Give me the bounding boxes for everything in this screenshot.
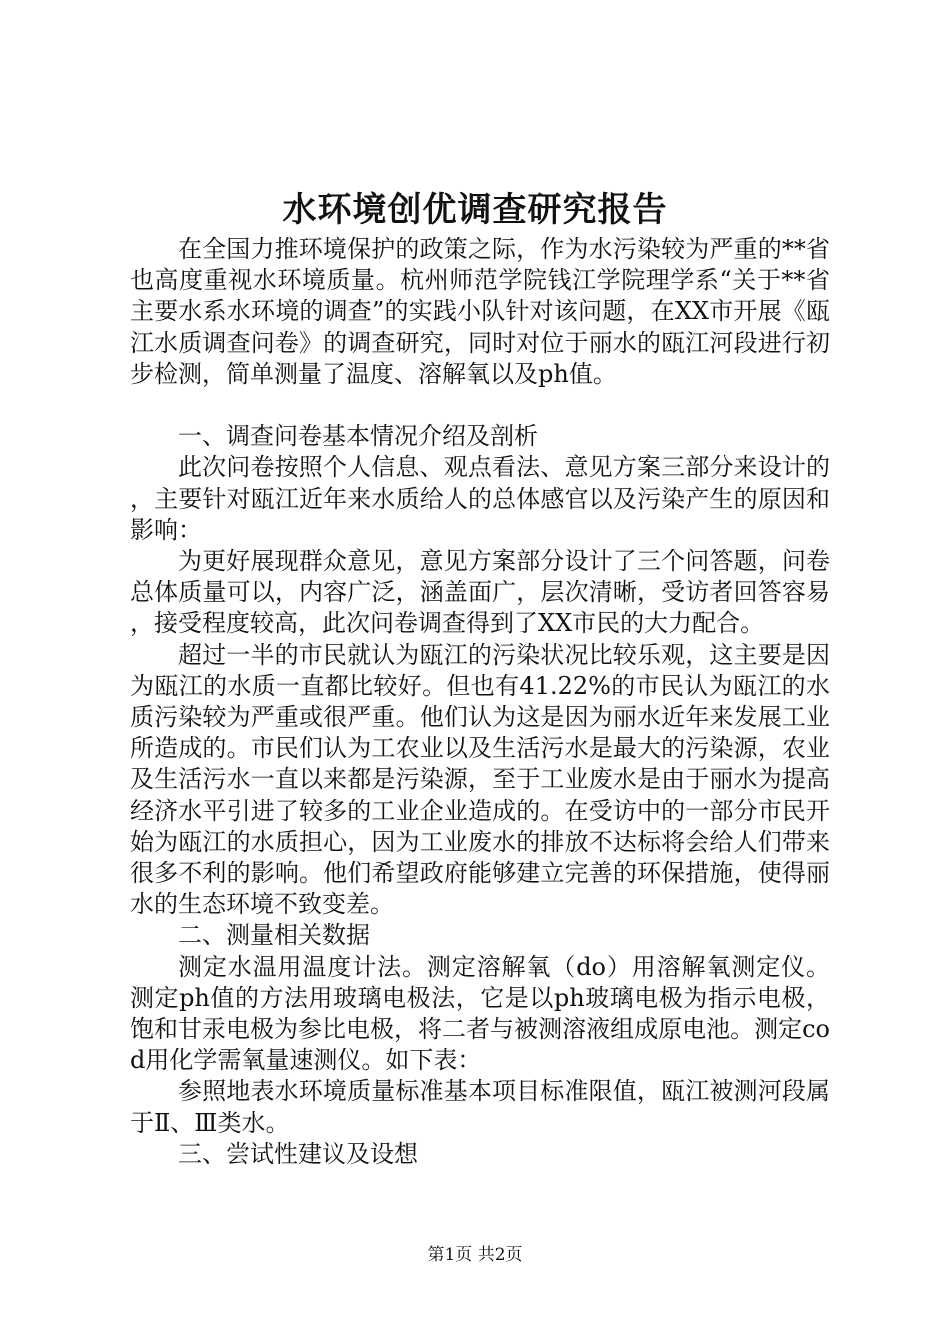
intro-paragraph: 在全国力推环境保护的政策之际，作为水污染较为严重的**省也高度重视水环境质量。杭州师范学院钱江学院理学系“关于**省主要水系水环境的调查”的实践小队针对该问题，在XX市开展《瓯江水质调查问卷》的调查研究，同时对位于丽水的瓯江河段进行初步检测，简单测量了温度、溶解氧以及ph值。 <box>130 235 830 388</box>
body-paragraph: 参照地表水环境质量标准基本项目标准限值，瓯江被测河段属于Ⅱ、Ⅲ类水。 <box>130 1077 830 1137</box>
section-heading-2: 二、测量相关数据 <box>178 921 370 950</box>
document-title: 水环境创优调查研究报告 <box>282 190 668 230</box>
body-paragraph: 超过一半的市民就认为瓯江的污染状况比较乐观，这主要是因为瓯江的水质一直都比较好。但也有41.22%的市民认为瓯江的水质污染较为严重或很严重。他们认为这是因为丽水近年来发展工业所造成的。市民们认为工农业以及生活污水是最大的污染源，农业及生活污水一直以来都是污染源，至于工业废水是由于丽水为提高经济水平引进了较多的工业企业造成的。在受访中的一部分市民开始为瓯江的水质担心，因为工业废水的排放不达标将会给人们带来很多不利的影响。他们希望政府能够建立完善的环保措施，使得丽水的生态环境不致变差。 <box>130 640 830 919</box>
document-body <box>130 234 830 1170</box>
section-heading-1: 一、调查问卷基本情况介绍及剖析 <box>178 422 538 451</box>
paragraph-spacer <box>130 390 830 421</box>
body-paragraph: 此次问卷按照个人信息、观点看法、意见方案三部分来设计的，主要针对瓯江近年来水质给人的总体感官以及污染产生的原因和影响： <box>130 453 830 544</box>
section-heading-3: 三、尝试性建议及设想 <box>178 1139 418 1168</box>
body-paragraph: 为更好展现群众意见，意见方案部分设计了三个问答题，问卷总体质量可以，内容广泛，涵盖面广，层次清晰，受访者回答容易，接受程度较高，此次问卷调查得到了XX市民的大力配合。 <box>130 547 830 638</box>
page-footer: 第1页 共2页 <box>427 1245 523 1265</box>
body-paragraph: 测定水温用温度计法。测定溶解氧（do）用溶解氧测定仪。测定ph值的方法用玻璃电极法，它是以ph玻璃电极为指示电极，饱和甘汞电极为参比电极，将二者与被测溶液组成原电池。测定cod用化学需氧量速测仪。如下表： <box>130 952 830 1075</box>
